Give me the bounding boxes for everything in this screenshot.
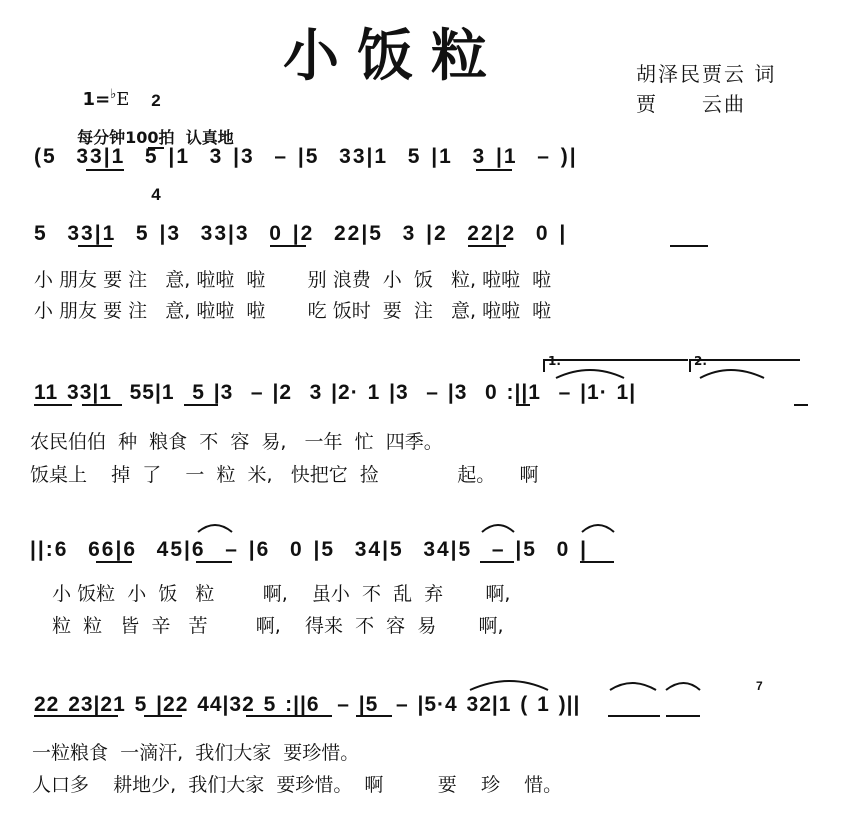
lyric-line-2-verse-2: 小 朋友 要 注 意, 啦啦 啦 吃 饭时 要 注 意, 啦啦 啦 — [34, 300, 552, 322]
time-denominator: 4 — [151, 185, 161, 204]
flat-sign: ♭ — [110, 87, 117, 102]
volta-1-label: 1. — [548, 354, 561, 368]
time-numerator: 2 — [151, 91, 161, 110]
lyric-line-3-verse-1: 农民伯伯 种 粮食 不 容 易, 一年 忙 四季。 — [30, 431, 443, 453]
svg-text:7: 7 — [756, 679, 763, 693]
tempo-text: 每分钟100拍 — [77, 128, 175, 147]
lyric-line-5-verse-2: 人口多 耕地少, 我们大家 要珍惜。 啊 要 珍 惜。 — [32, 774, 563, 796]
key-prefix: 1= — [82, 89, 111, 110]
lyric-line-5-verse-1: 一粒粮食 一滴汗, 我们大家 要珍惜。 — [32, 742, 360, 764]
volta-2-label: 2. — [694, 354, 707, 368]
notation-line-4: ||:6 66|6 45|6 – |6 0 |5 34|5 34|5 – |5 0 | — [30, 538, 589, 561]
composer-credit: 贾 云曲 — [636, 92, 746, 116]
expression-text: 认真地 — [185, 128, 234, 147]
notation-line-1: (5 33|1 5 |1 3 |3 – |5 33|1 5 |1 3 |1 – )| — [34, 145, 578, 168]
lyric-line-2-verse-1: 小 朋友 要 注 意, 啦啦 啦 别 浪费 小 饭 粒, 啦啦 啦 — [34, 269, 552, 291]
lyricist-credit: 胡泽民贾云 词 — [636, 62, 777, 86]
lyric-line-4-verse-2: 粒 粒 皆 辛 苦 啊, 得来 不 容 易 啊, — [40, 615, 504, 637]
key-note: E — [116, 89, 130, 110]
notation-line-5: 22 23|21 5 |22 44|32 5 :||6 – |5 – |5·4 32|1 ( 1 )|| — [34, 693, 581, 716]
song-title: 小饭粒 — [283, 24, 505, 89]
lyric-line-4-verse-1: 小 饭粒 小 饭 粒 啊, 虽小 不 乱 弃 啊, — [40, 583, 511, 605]
lyric-line-3-verse-2: 饭桌上 掉 了 一 粒 米, 快把它 捡 起。 啊 — [30, 464, 539, 486]
notation-line-3: 11 33|1 55|1 5 |3 – |2 3 |2· 1 |3 – |3 0 :||1 – |1· 1| — [34, 381, 637, 404]
notation-line-2: 5 33|1 5 |3 33|3 0 |2 22|5 3 |2 22|2 0 | — [34, 222, 568, 245]
